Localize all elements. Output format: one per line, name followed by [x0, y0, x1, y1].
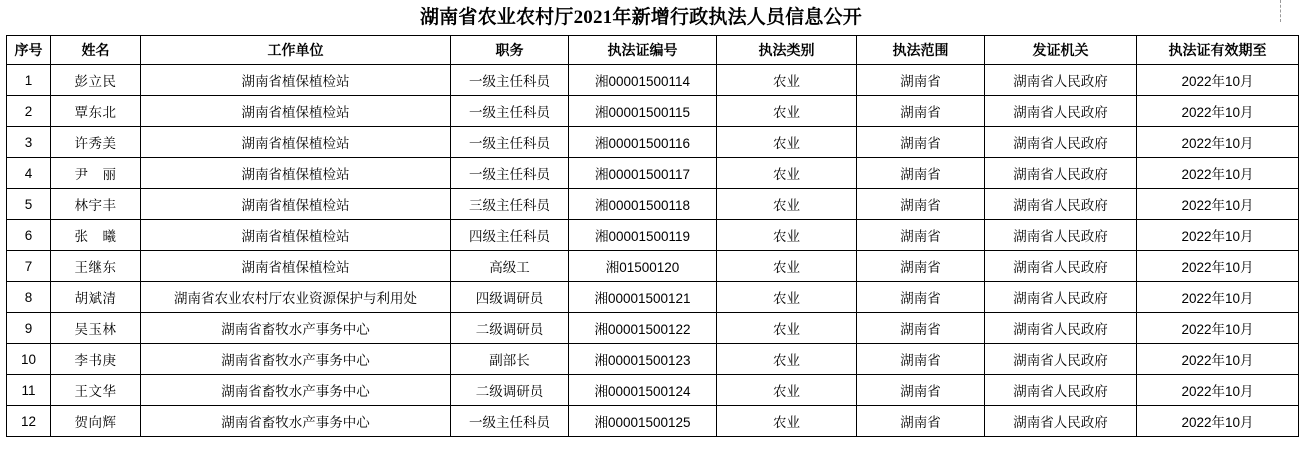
column-header-valid-until: 执法证有效期至: [1137, 36, 1299, 65]
cell-position: 四级主任科员: [451, 220, 569, 251]
cell-valid-until: 2022年10月: [1137, 282, 1299, 313]
cell-issuing-authority: 湖南省人民政府: [985, 127, 1137, 158]
cell-issuing-authority: 湖南省人民政府: [985, 220, 1137, 251]
table-row: [7, 406, 1299, 437]
cell-valid-until: 2022年10月: [1137, 313, 1299, 344]
cell-workunit: 湖南省植保植检站: [141, 127, 451, 158]
cell-index: 10: [7, 344, 51, 375]
cell-scope: 湖南省: [857, 189, 985, 220]
cell-category: 农业: [717, 251, 857, 282]
cell-certificate-number: 湘00001500118: [569, 189, 717, 220]
table-row: [7, 282, 1299, 313]
cell-certificate-number: 湘00001500123: [569, 344, 717, 375]
column-header-issuing-authority: 发证机关: [985, 36, 1137, 65]
cell-workunit: 湖南省畜牧水产事务中心: [141, 313, 451, 344]
cell-issuing-authority: 湖南省人民政府: [985, 251, 1137, 282]
cell-issuing-authority: 湖南省人民政府: [985, 189, 1137, 220]
cell-certificate-number: 湘01500120: [569, 251, 717, 282]
column-header-category: 执法类别: [717, 36, 857, 65]
cell-name: 李书庚: [51, 344, 141, 375]
cell-index: 6: [7, 220, 51, 251]
cell-index: 9: [7, 313, 51, 344]
cell-workunit: 湖南省植保植检站: [141, 251, 451, 282]
cell-index: 7: [7, 251, 51, 282]
table-header-row: [7, 36, 1299, 65]
cell-category: 农业: [717, 313, 857, 344]
cell-workunit: 湖南省畜牧水产事务中心: [141, 406, 451, 437]
cell-position: 一级主任科员: [451, 127, 569, 158]
cell-category: 农业: [717, 406, 857, 437]
cell-scope: 湖南省: [857, 220, 985, 251]
cell-issuing-authority: 湖南省人民政府: [985, 65, 1137, 96]
cell-scope: 湖南省: [857, 65, 985, 96]
cell-issuing-authority: 湖南省人民政府: [985, 406, 1137, 437]
cell-valid-until: 2022年10月: [1137, 251, 1299, 282]
table-row: [7, 65, 1299, 96]
table-header: [7, 36, 1299, 65]
cell-scope: 湖南省: [857, 313, 985, 344]
cell-certificate-number: 湘00001500122: [569, 313, 717, 344]
page-edge-marker: [1280, 0, 1281, 22]
cell-workunit: 湖南省植保植检站: [141, 158, 451, 189]
cell-certificate-number: 湘00001500115: [569, 96, 717, 127]
cell-category: 农业: [717, 189, 857, 220]
cell-name: 王继东: [51, 251, 141, 282]
cell-scope: 湖南省: [857, 344, 985, 375]
column-header-workunit: 工作单位: [141, 36, 451, 65]
cell-scope: 湖南省: [857, 158, 985, 189]
column-header-index: 序号: [7, 36, 51, 65]
cell-index: 4: [7, 158, 51, 189]
cell-index: 1: [7, 65, 51, 96]
cell-index: 3: [7, 127, 51, 158]
page-title: 湖南省农业农村厅2021年新增行政执法人员信息公开: [419, 7, 862, 28]
cell-scope: 湖南省: [857, 406, 985, 437]
cell-valid-until: 2022年10月: [1137, 375, 1299, 406]
column-header-certificate-number: 执法证编号: [569, 36, 717, 65]
table-row: [7, 313, 1299, 344]
table-row: [7, 251, 1299, 282]
cell-position: 四级调研员: [451, 282, 569, 313]
cell-category: 农业: [717, 96, 857, 127]
cell-valid-until: 2022年10月: [1137, 158, 1299, 189]
cell-name: 尹 丽: [51, 158, 141, 189]
cell-certificate-number: 湘00001500121: [569, 282, 717, 313]
table-row: [7, 375, 1299, 406]
cell-certificate-number: 湘00001500119: [569, 220, 717, 251]
cell-workunit: 湖南省植保植检站: [141, 65, 451, 96]
cell-category: 农业: [717, 375, 857, 406]
table-row: [7, 189, 1299, 220]
cell-certificate-number: 湘00001500114: [569, 65, 717, 96]
cell-index: 8: [7, 282, 51, 313]
cell-position: 一级主任科员: [451, 406, 569, 437]
table-row: [7, 344, 1299, 375]
cell-scope: 湖南省: [857, 282, 985, 313]
cell-position: 一级主任科员: [451, 96, 569, 127]
cell-index: 11: [7, 375, 51, 406]
cell-workunit: 湖南省畜牧水产事务中心: [141, 375, 451, 406]
cell-position: 三级主任科员: [451, 189, 569, 220]
cell-name: 林宇丰: [51, 189, 141, 220]
cell-category: 农业: [717, 127, 857, 158]
cell-scope: 湖南省: [857, 251, 985, 282]
table-row: [7, 220, 1299, 251]
cell-name: 张 曦: [51, 220, 141, 251]
cell-name: 吴玉林: [51, 313, 141, 344]
cell-issuing-authority: 湖南省人民政府: [985, 375, 1137, 406]
enforcement-personnel-table: [6, 35, 1299, 437]
cell-certificate-number: 湘00001500116: [569, 127, 717, 158]
cell-category: 农业: [717, 282, 857, 313]
table-row: [7, 96, 1299, 127]
cell-issuing-authority: 湖南省人民政府: [985, 344, 1137, 375]
cell-name: 胡斌清: [51, 282, 141, 313]
cell-issuing-authority: 湖南省人民政府: [985, 96, 1137, 127]
cell-valid-until: 2022年10月: [1137, 220, 1299, 251]
cell-name: 许秀美: [51, 127, 141, 158]
cell-category: 农业: [717, 65, 857, 96]
cell-valid-until: 2022年10月: [1137, 344, 1299, 375]
cell-position: 二级调研员: [451, 375, 569, 406]
cell-category: 农业: [717, 158, 857, 189]
cell-certificate-number: 湘00001500117: [569, 158, 717, 189]
cell-position: 高级工: [451, 251, 569, 282]
cell-index: 2: [7, 96, 51, 127]
cell-workunit: 湖南省农业农村厅农业资源保护与利用处: [141, 282, 451, 313]
cell-workunit: 湖南省植保植检站: [141, 220, 451, 251]
cell-valid-until: 2022年10月: [1137, 127, 1299, 158]
table-row: [7, 158, 1299, 189]
cell-valid-until: 2022年10月: [1137, 406, 1299, 437]
cell-issuing-authority: 湖南省人民政府: [985, 313, 1137, 344]
column-header-scope: 执法范围: [857, 36, 985, 65]
cell-valid-until: 2022年10月: [1137, 189, 1299, 220]
table-row: [7, 127, 1299, 158]
cell-position: 副部长: [451, 344, 569, 375]
cell-issuing-authority: 湖南省人民政府: [985, 158, 1137, 189]
cell-valid-until: 2022年10月: [1137, 96, 1299, 127]
cell-valid-until: 2022年10月: [1137, 65, 1299, 96]
cell-category: 农业: [717, 344, 857, 375]
cell-name: 贺向辉: [51, 406, 141, 437]
cell-position: 二级调研员: [451, 313, 569, 344]
cell-certificate-number: 湘00001500125: [569, 406, 717, 437]
cell-scope: 湖南省: [857, 96, 985, 127]
cell-certificate-number: 湘00001500124: [569, 375, 717, 406]
cell-issuing-authority: 湖南省人民政府: [985, 282, 1137, 313]
cell-name: 覃东北: [51, 96, 141, 127]
cell-workunit: 湖南省植保植检站: [141, 96, 451, 127]
cell-name: 王文华: [51, 375, 141, 406]
cell-position: 一级主任科员: [451, 65, 569, 96]
cell-index: 5: [7, 189, 51, 220]
column-header-position: 职务: [451, 36, 569, 65]
cell-category: 农业: [717, 220, 857, 251]
cell-scope: 湖南省: [857, 127, 985, 158]
cell-position: 一级主任科员: [451, 158, 569, 189]
cell-scope: 湖南省: [857, 375, 985, 406]
column-header-name: 姓名: [51, 36, 141, 65]
cell-index: 12: [7, 406, 51, 437]
cell-workunit: 湖南省植保植检站: [141, 189, 451, 220]
cell-workunit: 湖南省畜牧水产事务中心: [141, 344, 451, 375]
cell-name: 彭立民: [51, 65, 141, 96]
table-body: [7, 65, 1299, 437]
